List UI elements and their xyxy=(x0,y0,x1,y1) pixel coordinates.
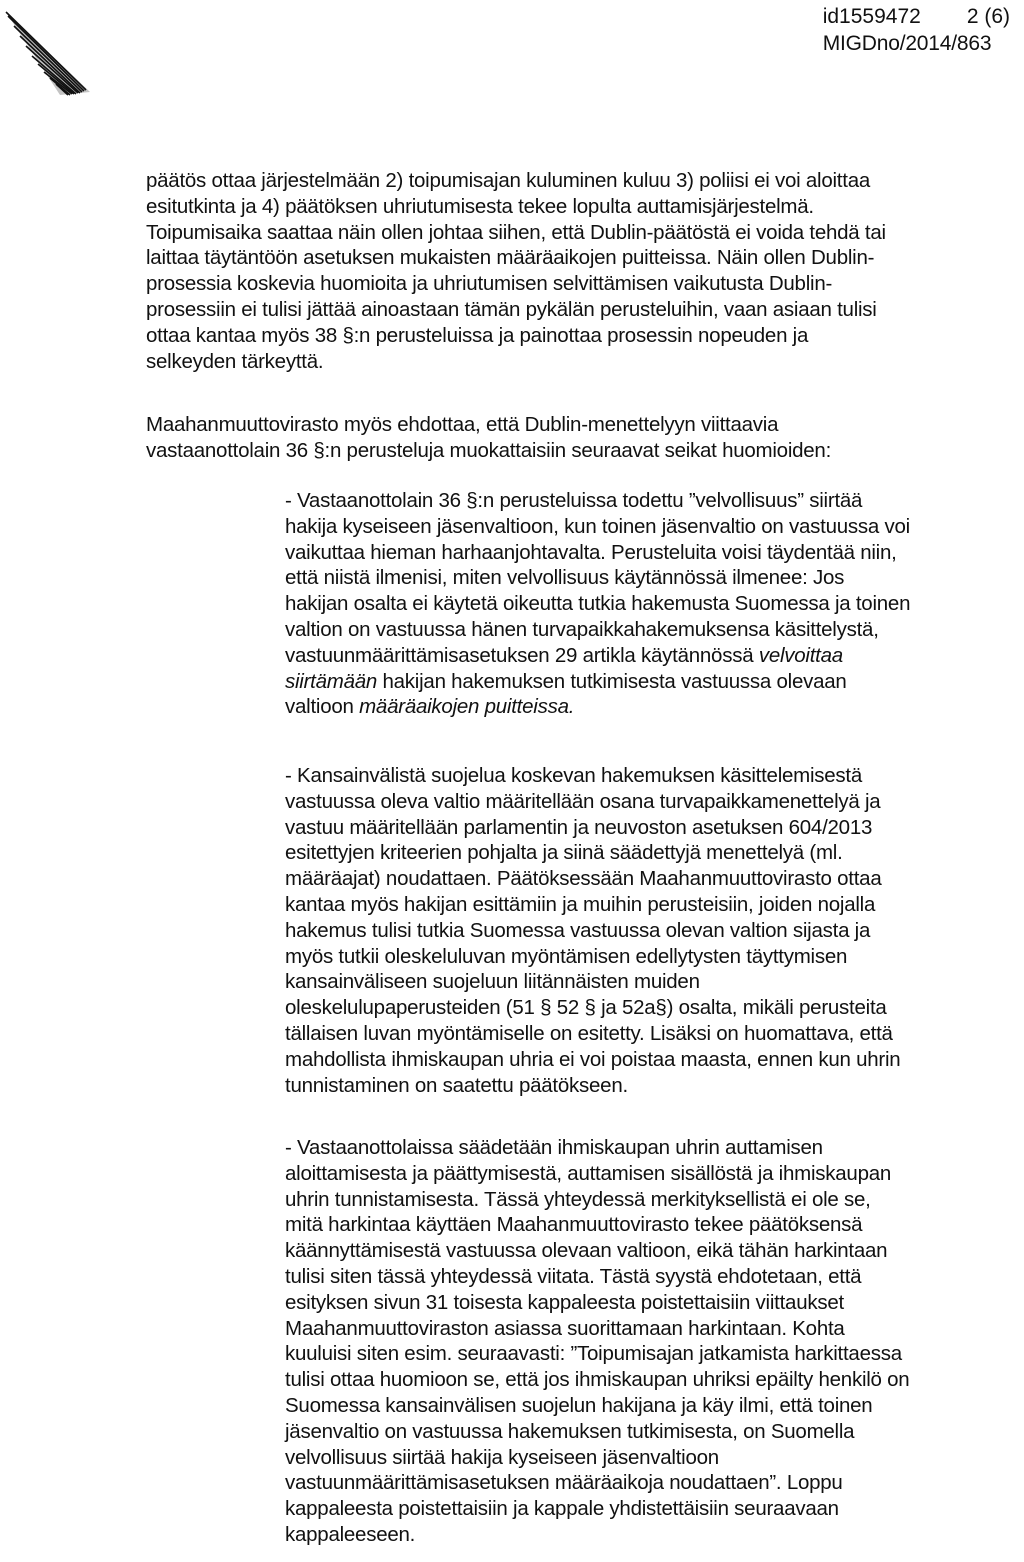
bullet-1-text-b: hakijan hakemuksen tutkimisesta vastuussa olevaan valtioon xyxy=(285,669,847,719)
bullet-paragraph-3: - Vastaanottolaissa säädetään ihmiskaupan uhrin auttamisen aloittamisesta ja päättymisestä, auttamisen sisällöstä ja ihmiskaupan uhrin tunnistamisesta. Tässä yhteydessä merkityksellistä ei ole se, mitä harkintaa käyttäen Maahanmuuttovirasto tekee päätöksensä käännyttämisestä vastuussa olevaan valtioon, eikä tähän harkintaan tulisi siten tässä yhteydessä viitata. Tästä syystä ehdotetaan, että esityksen sivun 31 toisesta kappaleesta poistettaisiin viittaukset Maahanmuuttoviraston asiassa suorittamaan harkintaan. Kohta kuuluisi siten esim. seuraavasti: ”Toipumisajan jatkamista harkittaessa tulisi ottaa huomioon se, että jos ihmiskaupan uhriksi epäilty henkilö on Suomessa kansainvälisen suojelun hakijana ja käy ilmi, että toinen jäsenvaltio on vastuussa hakemuksen tutkimisesta, on Suomella velvollisuus siirtää hakija kyseiseen jäsenvaltioon vastuunmäärittämisasetuksen määräaikoja noudattaen”. Loppu kappaleesta poistettaisiin ja kappale yhdistettäisiin seuraavaan kappaleeseen. xyxy=(285,1136,910,1546)
bullet-1-text-a: - Vastaanottolain 36 §:n perusteluissa todettu ”velvollisuus” siirtää hakija kyseiseen jäsenvaltioon, kun toinen jäsenvaltio on vastuussa voi vaikuttaa hieman harhaanjohtavalta. Perusteluita voisi täydentää niin, että niistä ilmenisi, miten velvollisuus käytännössä ilmenee: Jos hakijan osalta ei käytetä oikeutta tutkia hakemusta Suomessa ja toinen valtion on vastuussa hänen turvapaikkahakemuksensa käsittelystä, vastuunmäärittämisasetuksen 29 artikla käytännössä xyxy=(285,489,911,667)
bullet-paragraph-2: - Kansainvälistä suojelua koskevan hakemuksen käsittelemisestä vastuussa oleva valtio määritellään osana turvapaikkamenettelyä ja vastuu määritellään parlamentin ja neuvoston asetuksen 604/2013 esitettyjen kriteerien pohjalta ja siinä säädettyjä menettelyä (ml. määräajat) noudattaen. Päätöksessään Maahanmuuttovirasto ottaa kantaa myös hakijan esittämiin ja muihin perusteisiin, joiden nojalla hakemus tulisi tutkia Suomessa vastuussa olevan valtion sijasta ja myös tutkii oleskeluluvan myöntämisen edellytysten täyttymisen kansainväliseen suojeluun liitännäisten muiden oleskelulupaperusteiden (51 § 52 § ja 52a§) osalta, mikäli perusteita tällaisen luvan myöntämiselle on esitetty. Lisäksi on huomattava, että mahdollista ihmiskaupan uhria ei voi poistaa maasta, ennen kun uhrin tunnistaminen on saatettu päätökseen. xyxy=(285,764,901,1097)
bullet-1-emphasis-1: velvoittaa siirtämään xyxy=(285,643,843,693)
bullet-1-emphasis-2: määräaikojen puitteissa. xyxy=(359,695,575,719)
body-paragraph-2: Maahanmuuttovirasto myös ehdottaa, että Dublin-menettelyyn viittaavia vastaanottolain 36 §:n perusteluja muokattaisiin seuraavat seikat huomioiden: xyxy=(146,413,832,462)
page-number: 2 (6) xyxy=(966,5,1010,28)
document-id: id1559472 xyxy=(822,5,921,28)
document-header xyxy=(823,3,1010,57)
reference-number: MIGDno/2014/863 xyxy=(822,32,992,55)
bird-wing-logo-icon xyxy=(0,0,100,100)
bullet-paragraph-1 xyxy=(285,488,1020,720)
body-paragraph-1: päätös ottaa järjestelmään 2) toipumisajan kuluminen kuluu 3) poliisi ei voi aloittaa esitutkinta ja 4) päätöksen uhriutumisesta tekee lopulta auttamisjärjestelmä. Toipumisaika saattaa näin ollen johtaa siihen, että Dublin-päätöstä ei voida tehdä tai laittaa täytäntöön asetuksen mukaisten määräaikojen puitteissa. Näin ollen Dublin- prosessia koskevia huomioita ja uhriutumisen selvittämisen vaikutusta Dublin- prosessiin ei tulisi jättää ainoastaan tämän pykälän perusteluihin, vaan asiaan tulisi ottaa kantaa myös 38 §:n perusteluissa ja painottaa prosessin nopeuden ja selkeyden tärkeyttä. xyxy=(146,169,886,373)
